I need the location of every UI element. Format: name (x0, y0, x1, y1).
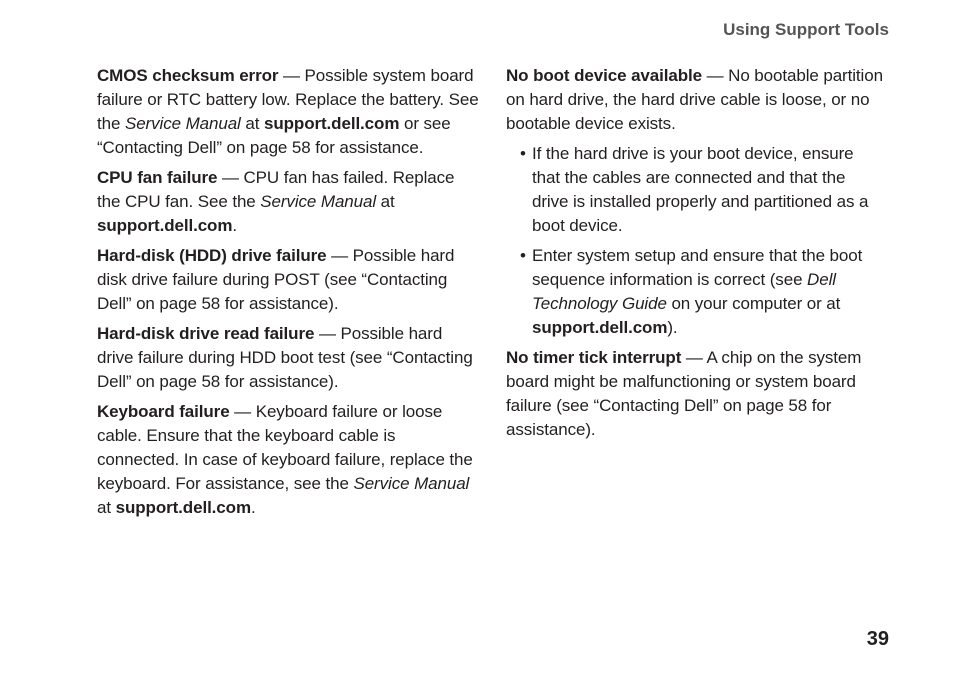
entry-text: at (376, 192, 395, 211)
bullet-text: Enter system setup and ensure that the boot sequence information is correct (see (532, 246, 863, 289)
entry-text: . (232, 216, 237, 235)
technology-guide-ref: Dell Technology Guide (532, 270, 836, 313)
entry-term: No timer tick interrupt (506, 348, 682, 367)
entry-text: at (97, 498, 116, 517)
list-item (506, 244, 886, 340)
bullet-text: on your computer or at (666, 294, 841, 313)
service-manual-ref: Service Manual (353, 474, 470, 493)
entry-text: — No bootable partition on hard drive, the hard drive cable is loose, or no bootable device exists. (506, 66, 883, 133)
left-column (97, 64, 481, 526)
hdd-read-failure-entry (97, 322, 481, 394)
keyboard-failure-entry (97, 400, 481, 520)
entry-text: or see “Contacting Dell” on page 58 for assistance. (97, 114, 451, 157)
bullet-text: ). (667, 318, 678, 337)
entry-term: CPU fan failure (97, 168, 218, 187)
right-column (506, 64, 886, 448)
cmos-checksum-error-entry (97, 64, 481, 160)
support-link[interactable]: support.dell.com (263, 114, 400, 133)
list-item (506, 142, 886, 238)
entry-term: No boot device available (506, 66, 702, 85)
section-header: Using Support Tools (723, 20, 889, 39)
bullet-text: If the hard drive is your boot device, ensure that the cables are connected and that the drive is installed properly and partitioned as a boot device. (532, 144, 869, 235)
entry-term: CMOS checksum error (97, 66, 279, 85)
entry-text: — A chip on the system board might be malfunctioning or system board failure (see “Contacting Dell” on page 58 for assistance). (506, 348, 862, 439)
entry-text: — Keyboard failure or loose cable. Ensure that the keyboard cable is connected. In case of keyboard failure, replace the keyboard. For assistance, see the (97, 402, 473, 493)
support-link[interactable]: support.dell.com (97, 216, 233, 235)
support-link[interactable]: support.dell.com (115, 498, 251, 517)
entry-text: — Possible hard disk drive failure during POST (see “Contacting Dell” on page 58 for assistance). (97, 246, 455, 313)
service-manual-ref: Service Manual (124, 114, 241, 133)
hdd-drive-failure-entry (97, 244, 481, 316)
entry-text: — Possible hard drive failure during HDD boot test (see “Contacting Dell” on page 58 for assistance). (97, 324, 473, 391)
no-timer-tick-entry (506, 346, 886, 442)
no-boot-device-steps (506, 142, 886, 340)
service-manual-ref: Service Manual (260, 192, 377, 211)
page-number: 39 (866, 628, 889, 650)
support-link[interactable]: support.dell.com (532, 318, 668, 337)
entry-text: — Possible system board failure or RTC battery low. Replace the battery. See the (97, 66, 479, 133)
entry-text: . (250, 498, 256, 517)
cpu-fan-failure-entry (97, 166, 481, 238)
entry-text: — CPU fan has failed. Replace the CPU fan. See the (97, 168, 455, 211)
entry-text: at (240, 114, 264, 133)
entry-term: Keyboard failure (97, 402, 230, 421)
no-boot-device-entry (506, 64, 886, 136)
entry-term: Hard-disk (HDD) drive failure (97, 246, 327, 265)
entry-term: Hard-disk drive read failure (97, 324, 315, 343)
